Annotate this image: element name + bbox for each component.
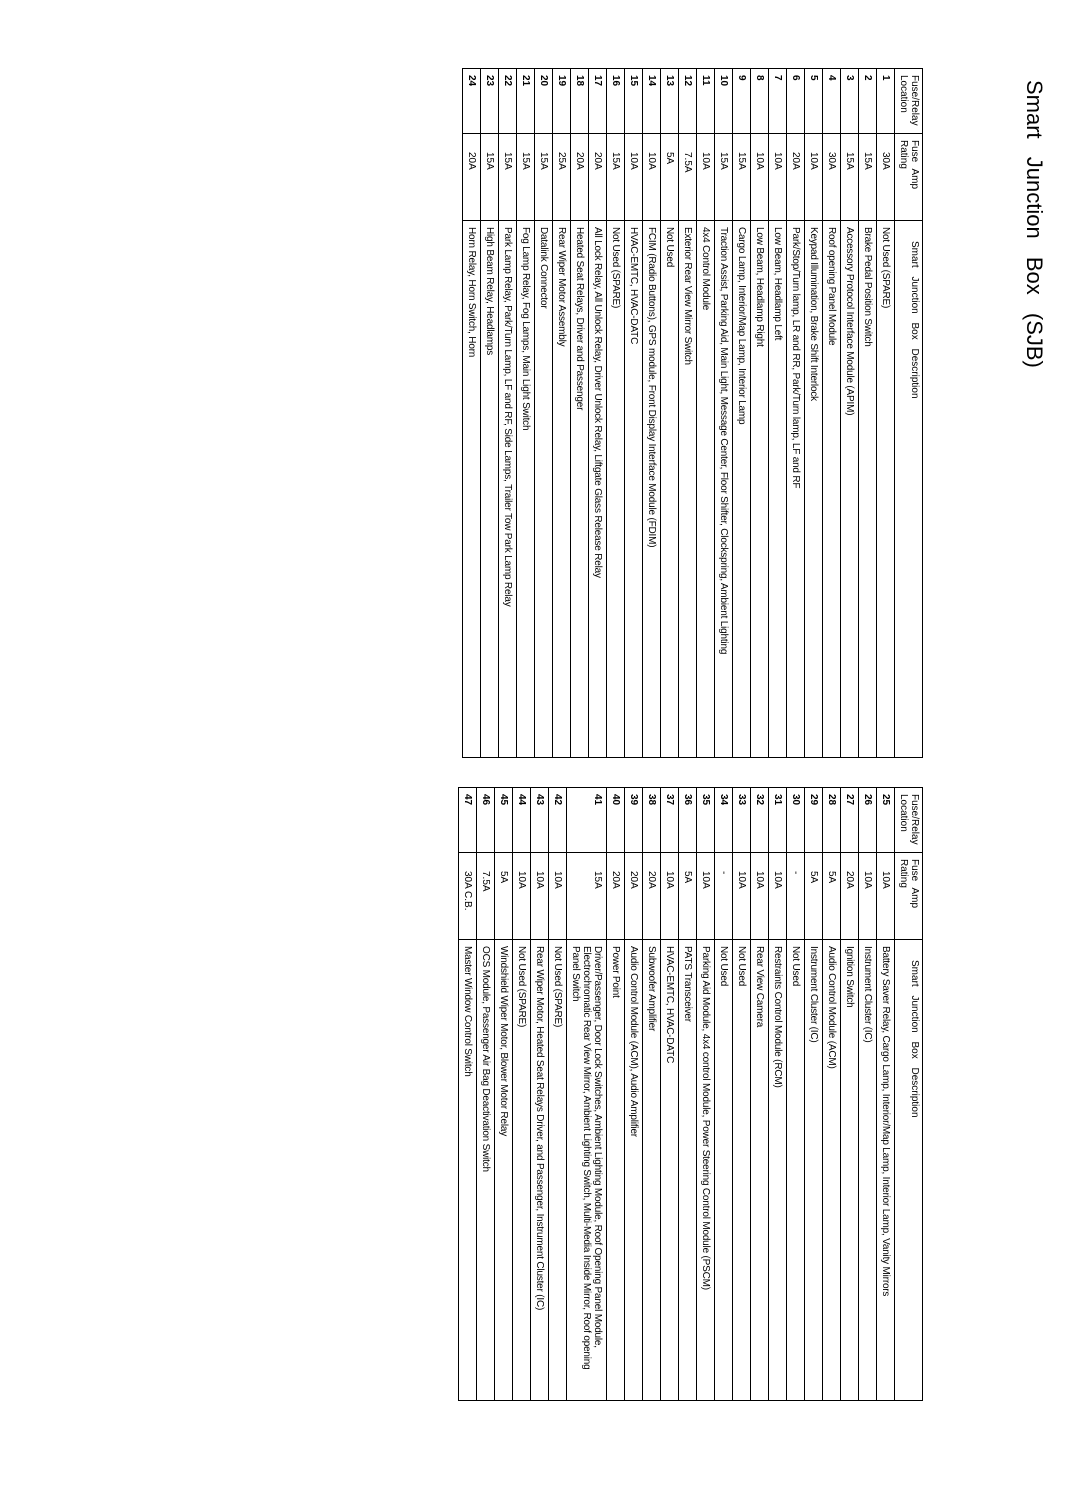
fuse-rating: 20A	[787, 134, 805, 221]
table-row	[805, 788, 823, 1401]
fuse-location: 38	[643, 788, 661, 853]
fuse-rating: 15A	[481, 134, 499, 221]
fuse-location: 41	[567, 788, 607, 853]
fuse-description: Not Used (SPARE)	[513, 940, 531, 1401]
fuse-rating: 15A	[567, 853, 607, 940]
fuse-location: 16	[607, 69, 625, 134]
fuse-rating: 10A	[805, 134, 823, 221]
table-row	[459, 788, 477, 1401]
table-header-row	[895, 69, 923, 758]
table-row	[697, 788, 715, 1401]
table-row	[787, 788, 805, 1401]
fuse-location: 4	[823, 69, 841, 134]
fuse-description: PATS Transceiver	[679, 940, 697, 1401]
fuse-description: Datalink Connector	[535, 221, 553, 758]
fuse-description: Parking Aid Module, 4x4 control Module, Power Steering Control Module (PSCM)	[697, 940, 715, 1401]
fuse-description: Traction Assist, Parking Aid, Main Light, Message Center, Floor Shifter, Clockspring, Ambient Lighting	[715, 221, 733, 758]
fuse-description: Power Point	[607, 940, 625, 1401]
table-row	[733, 788, 751, 1401]
fuse-location: 29	[805, 788, 823, 853]
fuse-location: 3	[841, 69, 859, 134]
fuse-location: 44	[513, 788, 531, 853]
table-row	[463, 69, 481, 758]
fuse-description: Fog Lamp Relay, Fog Lamps, Main Light Switch	[517, 221, 535, 758]
table-row	[589, 69, 607, 758]
fuse-rating: 7.5A	[679, 134, 697, 221]
fuse-location: 45	[495, 788, 513, 853]
fuse-location: 9	[733, 69, 751, 134]
header-description: Smart Junction Box Description	[895, 221, 923, 758]
fuse-location: 24	[463, 69, 481, 134]
fuse-location: 15	[625, 69, 643, 134]
fuse-rating: 7.5A	[477, 853, 495, 940]
header-location: Fuse/Relay Location	[895, 69, 923, 134]
fuse-description: Windshield Wiper Motor, Blower Motor Relay	[495, 940, 513, 1401]
fuse-rating: 15A	[607, 134, 625, 221]
table-row	[877, 69, 895, 758]
table-row	[769, 788, 787, 1401]
fuse-rating: 10A	[531, 853, 549, 940]
fuse-location: 19	[553, 69, 571, 134]
table-row	[679, 788, 697, 1401]
fuse-description: Accessory Protocol Interface Module (APIM)	[841, 221, 859, 758]
table-row	[841, 69, 859, 758]
fuse-description: Master Window Control Switch	[459, 940, 477, 1401]
fuse-description: Park/Stop/Turn lamp, LR and RR, Park/Turn lamp, LF and RF	[787, 221, 805, 758]
table-row	[841, 788, 859, 1401]
fuse-location: 5	[805, 69, 823, 134]
fuse-description: Heated Seat Relays, Driver and Passenger	[571, 221, 589, 758]
fuse-description: 4x4 Control Module	[697, 221, 715, 758]
fuse-location: 14	[643, 69, 661, 134]
fuse-rating: 15A	[841, 134, 859, 221]
page-title: Smart Junction Box (SJB)	[1022, 80, 1047, 368]
fuse-table-right-body	[459, 788, 895, 1401]
table-row	[517, 69, 535, 758]
header-rating: Fuse Amp Rating	[895, 853, 923, 940]
fuse-location: 11	[697, 69, 715, 134]
fuse-location: 18	[571, 69, 589, 134]
header-rating: Fuse Amp Rating	[895, 134, 923, 221]
table-row	[513, 788, 531, 1401]
table-row	[625, 69, 643, 758]
fuse-location: 36	[679, 788, 697, 853]
fuse-rating: 20A	[625, 853, 643, 940]
fuse-rating: 20A	[589, 134, 607, 221]
fuse-rating: 5A	[679, 853, 697, 940]
fuse-rating: 10A	[751, 134, 769, 221]
table-row	[751, 788, 769, 1401]
fuse-rating: 15A	[517, 134, 535, 221]
fuse-description: Ignition Switch	[841, 940, 859, 1401]
table-row	[495, 788, 513, 1401]
fuse-description: Rear Wiper Motor, Heated Seat Relays Driver, and Passenger, Instrument Cluster (IC)	[531, 940, 549, 1401]
table-row	[643, 69, 661, 758]
fuse-table-right	[458, 787, 923, 1401]
fuse-rating: 25A	[553, 134, 571, 221]
table-row	[877, 788, 895, 1401]
fuse-description: Brake Pedal Position Switch	[859, 221, 877, 758]
fuse-location: 43	[531, 788, 549, 853]
header-description: Smart Junction Box Description	[895, 940, 923, 1401]
fuse-rating: 15A	[733, 134, 751, 221]
fuse-location: 1	[877, 69, 895, 134]
header-location: Fuse/Relay Location	[895, 788, 923, 853]
fuse-location: 40	[607, 788, 625, 853]
fuse-description: High Beam Relay, Headlamps	[481, 221, 499, 758]
fuse-description: Not Used	[787, 940, 805, 1401]
fuse-rating: 30A	[823, 134, 841, 221]
fuse-description: Restraints Control Module (RCM)	[769, 940, 787, 1401]
table-header-row	[895, 788, 923, 1401]
fuse-location: 8	[751, 69, 769, 134]
fuse-rating: 20A	[607, 853, 625, 940]
fuse-rating: 10A	[859, 853, 877, 940]
fuse-description: Driver/Passenger, Door Lock Switches, Ambient Lighting Module, Roof Opening Panel Module, Electrochromatic Rear View Mirror, Ambient Lighting Switch, Multi-Media Inside Mirror, Roof opening Panel Switch	[567, 940, 607, 1401]
fuse-description: FCIM (Radio Buttons), GPS module, Front Display Interface Module (FDIM)	[643, 221, 661, 758]
fuse-rating: 5A	[495, 853, 513, 940]
fuse-description: Not Used (SPARE)	[877, 221, 895, 758]
table-row	[823, 788, 841, 1401]
fuse-rating: 10A	[697, 134, 715, 221]
fuse-description: Rear Wiper Motor Assembly	[553, 221, 571, 758]
fuse-location: 47	[459, 788, 477, 853]
fuse-location: 35	[697, 788, 715, 853]
table-row	[733, 69, 751, 758]
fuse-rating: 10A	[751, 853, 769, 940]
table-row	[607, 788, 625, 1401]
fuse-location: 28	[823, 788, 841, 853]
fuse-description: Not Used	[715, 940, 733, 1401]
fuse-description: Instrument Cluster (IC)	[859, 940, 877, 1401]
fuse-description: Battery Saver Relay, Cargo Lamp, Interior/Map Lamp, Interior Lamp, Vanity Mirrors	[877, 940, 895, 1401]
fuse-description: Low Beam, Headlamp Left	[769, 221, 787, 758]
fuse-location: 7	[769, 69, 787, 134]
fuse-location: 33	[733, 788, 751, 853]
fuse-location: 39	[625, 788, 643, 853]
fuse-rating: 30A	[877, 134, 895, 221]
fuse-rating: 30A C.B.	[459, 853, 477, 940]
fuse-rating: -	[787, 853, 805, 940]
fuse-location: 37	[661, 788, 679, 853]
fuse-description: Rear View Camera	[751, 940, 769, 1401]
fuse-rating: 10A	[549, 853, 567, 940]
fuse-rating: 20A	[571, 134, 589, 221]
fuse-description: Roof opening Panel Module	[823, 221, 841, 758]
fuse-location: 6	[787, 69, 805, 134]
table-row	[715, 788, 733, 1401]
table-row	[571, 69, 589, 758]
table-row	[679, 69, 697, 758]
fuse-description: Audio Control Module (ACM), Audio Amplifier	[625, 940, 643, 1401]
fuse-location: 22	[499, 69, 517, 134]
table-row	[805, 69, 823, 758]
table-row	[567, 788, 607, 1401]
table-row	[697, 69, 715, 758]
fuse-location: 23	[481, 69, 499, 134]
fuse-description: HVAC-EMTC, HVAC-DATC	[625, 221, 643, 758]
table-row	[477, 788, 495, 1401]
fuse-location: 26	[859, 788, 877, 853]
fuse-description: Cargo Lamp, Interior/Map Lamp, Interior Lamp	[733, 221, 751, 758]
table-row	[859, 69, 877, 758]
table-row	[531, 788, 549, 1401]
fuse-rating: 5A	[805, 853, 823, 940]
fuse-description: Instrument Cluster (IC)	[805, 940, 823, 1401]
fuse-rating: 10A	[643, 134, 661, 221]
fuse-location: 42	[549, 788, 567, 853]
fuse-description: HVAC-EMTC, HVAC-DATC	[661, 940, 679, 1401]
fuse-rating: 10A	[661, 853, 679, 940]
fuse-rating: 10A	[769, 134, 787, 221]
table-row	[499, 69, 517, 758]
fuse-location: 17	[589, 69, 607, 134]
table-row	[787, 69, 805, 758]
fuse-description: Horn Relay, Horn Switch, Horn	[463, 221, 481, 758]
fuse-description: All Lock Relay, All Unlock Relay, Driver Unlock Relay, Liftgate Glass Release Relay	[589, 221, 607, 758]
fuse-location: 13	[661, 69, 679, 134]
fuse-rating: 20A	[841, 853, 859, 940]
table-row	[481, 69, 499, 758]
table-row	[661, 788, 679, 1401]
fuse-rating: -	[715, 853, 733, 940]
table-row	[607, 69, 625, 758]
table-row	[769, 69, 787, 758]
table-row	[751, 69, 769, 758]
fuse-description: Park Lamp Relay, Park/Turn Lamp, LF and RF, Side Lamps, Trailer Tow Park Lamp Relay	[499, 221, 517, 758]
table-row	[549, 788, 567, 1401]
table-row	[661, 69, 679, 758]
fuse-location: 32	[751, 788, 769, 853]
fuse-location: 31	[769, 788, 787, 853]
fuse-description: Not Used	[733, 940, 751, 1401]
fuse-location: 2	[859, 69, 877, 134]
fuse-location: 25	[877, 788, 895, 853]
fuse-location: 46	[477, 788, 495, 853]
fuse-rating: 15A	[859, 134, 877, 221]
table-row	[715, 69, 733, 758]
fuse-description: Not Used	[661, 221, 679, 758]
fuse-location: 20	[535, 69, 553, 134]
fuse-rating: 5A	[823, 853, 841, 940]
table-row	[553, 69, 571, 758]
fuse-table-left-body	[463, 69, 895, 758]
fuse-description: Not Used (SPARE)	[607, 221, 625, 758]
fuse-rating: 10A	[769, 853, 787, 940]
fuse-location: 30	[787, 788, 805, 853]
table-row	[535, 69, 553, 758]
fuse-description: OCS Module, Passenger Air Bag Deactivation Switch	[477, 940, 495, 1401]
fuse-description: Audio Control Module (ACM)	[823, 940, 841, 1401]
table-row	[823, 69, 841, 758]
fuse-rating: 10A	[513, 853, 531, 940]
table-row	[859, 788, 877, 1401]
fuse-rating: 15A	[715, 134, 733, 221]
fuse-description: Exterior Rear View Mirror Switch	[679, 221, 697, 758]
table-row	[625, 788, 643, 1401]
fuse-location: 34	[715, 788, 733, 853]
fuse-description: Low Beam, Headlamp Right	[751, 221, 769, 758]
fuse-description: Subwoofer Amplifier	[643, 940, 661, 1401]
fuse-table-left	[462, 68, 923, 758]
fuse-rating: 10A	[697, 853, 715, 940]
fuse-rating: 15A	[535, 134, 553, 221]
fuse-location: 10	[715, 69, 733, 134]
fuse-rating: 20A	[643, 853, 661, 940]
fuse-rating: 5A	[661, 134, 679, 221]
fuse-location: 12	[679, 69, 697, 134]
fuse-rating: 20A	[463, 134, 481, 221]
fuse-location: 21	[517, 69, 535, 134]
fuse-description: Not Used (SPARE)	[549, 940, 567, 1401]
fuse-description: Keypad Illumination, Brake Shift Interlock	[805, 221, 823, 758]
fuse-location: 27	[841, 788, 859, 853]
fuse-rating: 15A	[499, 134, 517, 221]
table-row	[643, 788, 661, 1401]
fuse-rating: 10A	[733, 853, 751, 940]
fuse-rating: 10A	[625, 134, 643, 221]
fuse-rating: 10A	[877, 853, 895, 940]
